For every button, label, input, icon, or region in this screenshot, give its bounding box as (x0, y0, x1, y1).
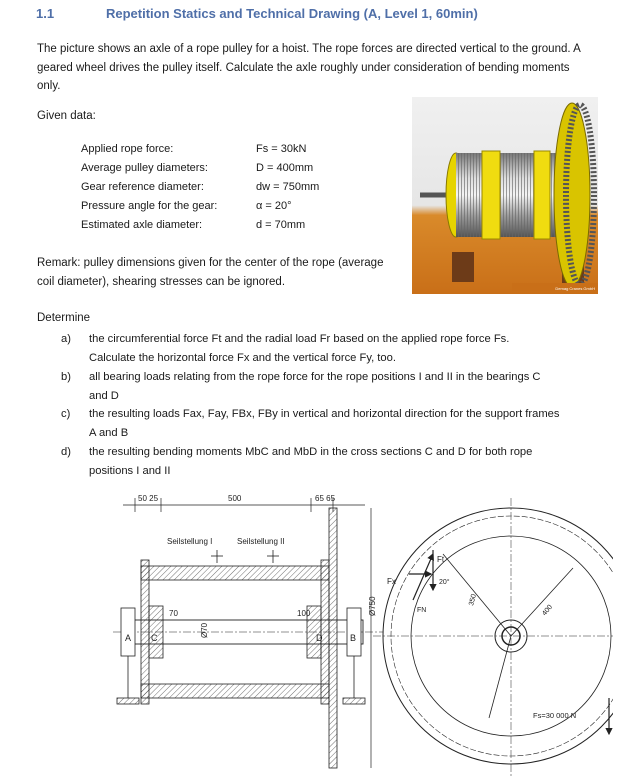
given-label: Estimated axle diameter: (81, 219, 203, 231)
determine-heading: Determine (37, 312, 91, 324)
force-fx: Fx (387, 577, 396, 586)
technical-drawing (113, 488, 613, 778)
section-title: Repetition Statics and Technical Drawing (A, Level 1, 60min) (106, 6, 478, 21)
task-letter: a) (61, 333, 71, 345)
given-label: Average pulley diameters: (81, 162, 208, 174)
task-line: A and B (89, 426, 129, 439)
force-ft: Ft (437, 555, 445, 564)
label-bearing-d: D (316, 633, 323, 643)
given-label: Pressure angle for the gear: (81, 200, 218, 212)
remark-paragraph: Remark: pulley dimensions given for the center of the rope (average coil diameter), shearing stresses can be ignored. (37, 257, 384, 288)
dim-100: 100 (297, 609, 311, 618)
task-line: the resulting bending moments MbC and MbD in the cross sections C and D for both rope (89, 446, 533, 458)
section-number: 1.1 (36, 6, 55, 21)
dim-top-right: 65 65 (315, 494, 336, 503)
task-line: Calculate the horizontal force Fx and the vertical force Fy, too. (89, 351, 396, 364)
rope-position-2-label: Seilstellung II (237, 537, 285, 546)
given-value: α = 20° (256, 200, 292, 212)
dim-350: 350 (468, 593, 478, 607)
dim-top-left: 50 25 (138, 494, 159, 503)
dim-70: 70 (169, 609, 178, 618)
task-letter: d) (61, 446, 71, 458)
task-line: all bearing loads relating from the rope force for the rope positions I and II in the bearings C (89, 371, 541, 383)
dim-400: 400 (541, 603, 555, 618)
force-fn: FN (417, 607, 427, 614)
task-letter: b) (61, 371, 71, 383)
given-label: Gear reference diameter: (81, 181, 204, 193)
dim-phi-750: Ø750 (368, 596, 377, 616)
pressure-angle: 20° (439, 579, 450, 586)
dim-phi-70: Ø70 (200, 622, 209, 638)
given-label: Applied rope force: (81, 143, 174, 155)
task-line: and D (89, 389, 119, 402)
given-value: dw = 750mm (256, 181, 320, 193)
given-heading: Given data: (37, 110, 96, 122)
force-fs: Fs=30 000 N (533, 711, 577, 720)
given-value: Fs = 30kN (256, 143, 307, 155)
dim-top-mid: 500 (228, 494, 242, 503)
given-value: d = 70mm (256, 219, 306, 231)
task-line: the resulting loads Fax, Fay, FBx, FBy in vertical and horizontal direction for the support frames (89, 408, 560, 420)
photo-credit: Demag Cranes GmbH (555, 286, 595, 291)
label-bearing-c: C (151, 633, 158, 643)
label-support-a: A (125, 633, 132, 643)
given-value: D = 400mm (256, 162, 314, 174)
task-letter: c) (61, 408, 71, 420)
rope-pulley-photo (412, 97, 598, 294)
label-support-b: B (350, 633, 357, 643)
intro-paragraph: The picture shows an axle of a rope pulley for a hoist. The rope forces are directed vertical to the ground. A geared wheel drives the pulley itself. Calculate the axle roughly under consideration of bending moments only. (37, 43, 581, 92)
rope-position-1-label: Seilstellung I (167, 537, 213, 546)
task-line: positions I and II (89, 464, 171, 477)
task-line: the circumferential force Ft and the radial load Fr based on the applied rope force Fs. (89, 333, 510, 345)
